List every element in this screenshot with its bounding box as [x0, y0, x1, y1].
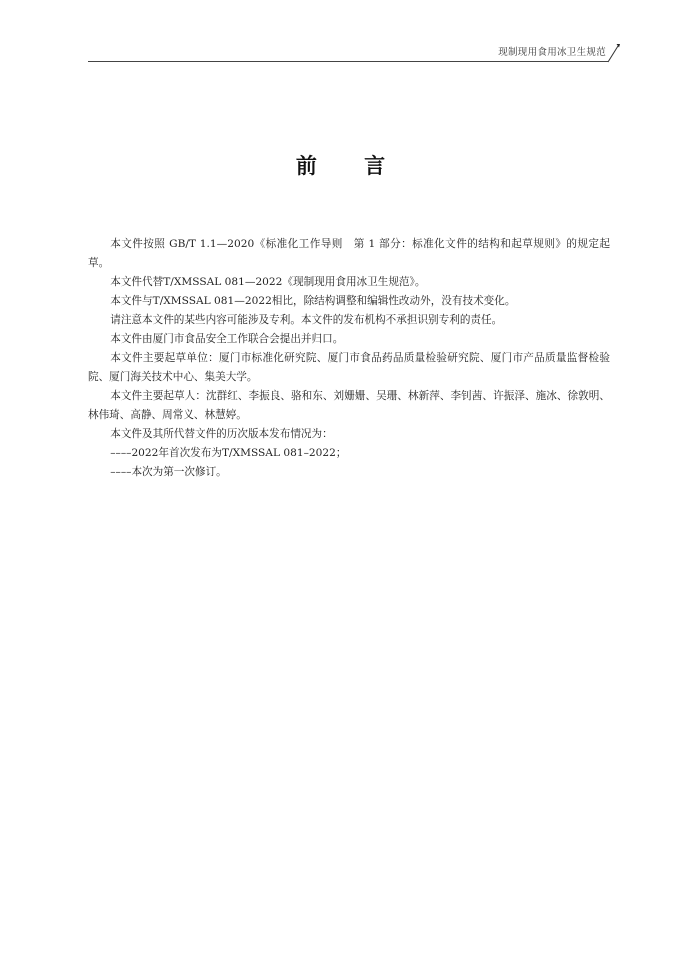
document-body: [88, 235, 610, 482]
header-title: 现制现用食用冰卫生规范: [498, 47, 606, 58]
running-header: [88, 40, 628, 64]
paragraph: 本文件由厦门市食品安全工作联合会提出并归口。: [110, 333, 344, 345]
paragraph: 本文件代替T/XMSSAL 081—2022《现制现用食用冰卫生规范》。: [110, 276, 426, 288]
paragraph: 本文件与T/XMSSAL 081—2022相比，除结构调整和编辑性改动外，没有技术变化。: [110, 295, 516, 307]
version-history-item: ––––2022年首次发布为T/XMSSAL 081–2022；: [110, 447, 347, 459]
paragraph: 本文件主要起草人：沈群红、李振良、骆和东、刘姗姗、吴珊、林新萍、李钊茜、许振泽、施冰、徐敦明、林伟琦、高静、周常义、林慧婷。: [88, 390, 610, 421]
paragraph: 本文件及其所代替文件的历次版本发布情况为：: [110, 428, 333, 440]
page-title: 前 言: [295, 154, 406, 178]
header-rule: [88, 61, 608, 62]
header-slash-mark: [604, 40, 628, 64]
paragraph: 本文件按照 GB/T 1.1—2020《标准化工作导则 第 1 部分：标准化文件的结构和起草规则》的规定起草。: [88, 238, 610, 269]
paragraph: 本文件主要起草单位：厦门市标准化研究院、厦门市食品药品质量检验研究院、厦门市产品质量监督检验院、厦门海关技术中心、集美大学。: [88, 352, 610, 383]
version-history-item: ––––本次为第一次修订。: [110, 466, 227, 478]
paragraph: 请注意本文件的某些内容可能涉及专利。本文件的发布机构不承担识别专利的责任。: [110, 314, 503, 326]
